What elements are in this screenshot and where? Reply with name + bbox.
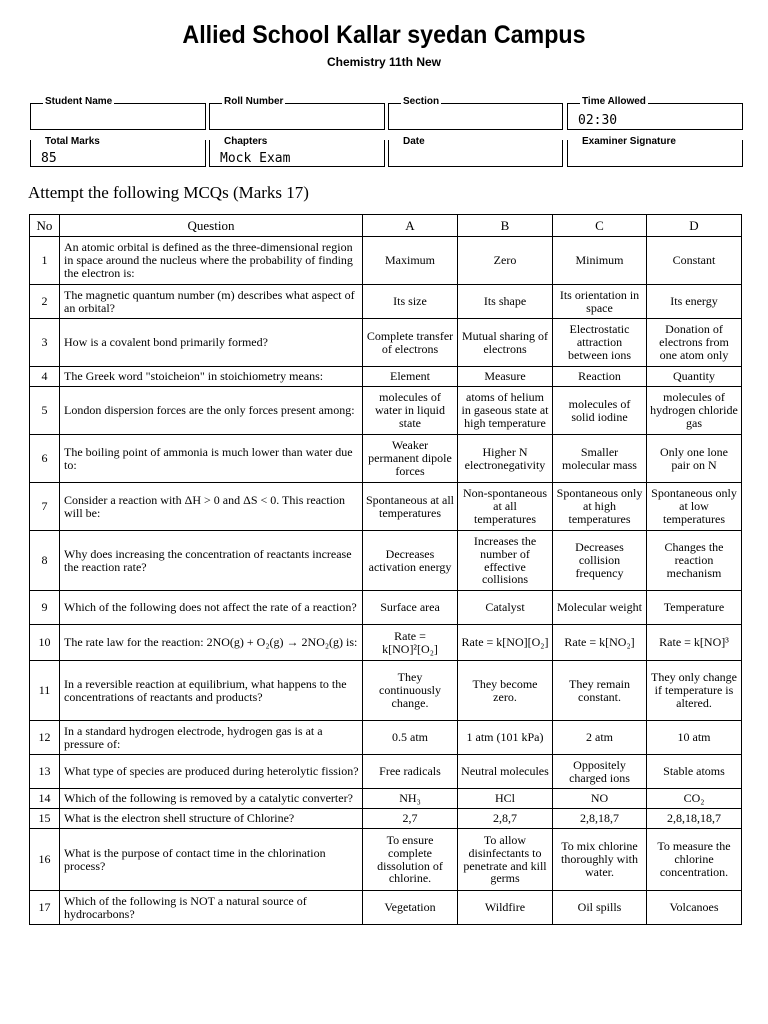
option-a: Free radicals bbox=[363, 755, 458, 789]
table-row bbox=[30, 387, 742, 435]
option-b: Mutual sharing of electrons bbox=[458, 319, 553, 367]
option-b: To allow disinfectants to penetrate and kill germs bbox=[458, 829, 553, 891]
total-marks-field[interactable] bbox=[30, 136, 206, 167]
option-c: 2,8,18,7 bbox=[553, 809, 647, 829]
option-c: NO bbox=[553, 789, 647, 809]
question-text: What type of species are produced during heterolytic fission? bbox=[60, 755, 363, 789]
table-row bbox=[30, 531, 742, 591]
option-c: 2 atm bbox=[553, 721, 647, 755]
option-d: Spontaneous only at low temperatures bbox=[647, 483, 742, 531]
option-b: atoms of helium in gaseous state at high temperature bbox=[458, 387, 553, 435]
table-row bbox=[30, 891, 742, 925]
time-allowed-label: Time Allowed bbox=[582, 96, 646, 107]
option-c: Rate = k[NO₂] bbox=[553, 625, 647, 661]
option-c: Spontaneous only at high temperatures bbox=[553, 483, 647, 531]
question-number: 8 bbox=[30, 531, 60, 591]
option-c: To mix chlorine thoroughly with water. bbox=[553, 829, 647, 891]
option-a: Decreases activation energy bbox=[363, 531, 458, 591]
option-d: To measure the chlorine concentration. bbox=[647, 829, 742, 891]
header-option-a: A bbox=[363, 215, 458, 237]
option-a: Element bbox=[363, 367, 458, 387]
question-text: What is the purpose of contact time in the chlorination process? bbox=[60, 829, 363, 891]
question-text: Why does increasing the concentration of reactants increase the reaction rate? bbox=[60, 531, 363, 591]
question-text: Consider a reaction with ΔH > 0 and ΔS < 0. This reaction will be: bbox=[60, 483, 363, 531]
table-row bbox=[30, 789, 742, 809]
option-a: Weaker permanent dipole forces bbox=[363, 435, 458, 483]
header-question: Question bbox=[60, 215, 363, 237]
question-number: 13 bbox=[30, 755, 60, 789]
table-row bbox=[30, 721, 742, 755]
option-b: 2,8,7 bbox=[458, 809, 553, 829]
option-a: To ensure complete dissolution of chlorine. bbox=[363, 829, 458, 891]
option-a: 2,7 bbox=[363, 809, 458, 829]
table-header-row bbox=[30, 215, 742, 237]
total-marks-value: 85 bbox=[41, 151, 57, 166]
table-row bbox=[30, 829, 742, 891]
student-name-field[interactable] bbox=[30, 96, 206, 130]
header-option-c: C bbox=[553, 215, 647, 237]
option-a: NH₃ bbox=[363, 789, 458, 809]
option-d: Its energy bbox=[647, 285, 742, 319]
table-row bbox=[30, 591, 742, 625]
table-row bbox=[30, 625, 742, 661]
question-number: 3 bbox=[30, 319, 60, 367]
question-number: 16 bbox=[30, 829, 60, 891]
option-d: Constant bbox=[647, 237, 742, 285]
table-row bbox=[30, 661, 742, 721]
question-text: An atomic orbital is defined as the three-dimensional region in space around the nucleus where the probability of finding the electron is: bbox=[60, 237, 363, 285]
option-d: Donation of electrons from one atom only bbox=[647, 319, 742, 367]
option-c: molecules of solid iodine bbox=[553, 387, 647, 435]
option-c: They remain constant. bbox=[553, 661, 647, 721]
section-label: Section bbox=[403, 96, 440, 107]
table-row bbox=[30, 237, 742, 285]
question-number: 4 bbox=[30, 367, 60, 387]
option-a: 0.5 atm bbox=[363, 721, 458, 755]
question-text: The rate law for the reaction: 2NO(g) + O₂(g) → 2NO₂(g) is: bbox=[60, 625, 363, 661]
table-row bbox=[30, 809, 742, 829]
question-number: 1 bbox=[30, 237, 60, 285]
option-a: molecules of water in liquid state bbox=[363, 387, 458, 435]
option-a: Spontaneous at all temperatures bbox=[363, 483, 458, 531]
option-c: Electrostatic attraction between ions bbox=[553, 319, 647, 367]
option-d: Rate = k[NO]³ bbox=[647, 625, 742, 661]
option-a: They continuously change. bbox=[363, 661, 458, 721]
option-b: Increases the number of effective collisions bbox=[458, 531, 553, 591]
question-number: 2 bbox=[30, 285, 60, 319]
question-text: In a reversible reaction at equilibrium, what happens to the concentrations of reactants and products? bbox=[60, 661, 363, 721]
option-a: Rate = k[NO]²[O₂] bbox=[363, 625, 458, 661]
time-allowed-value: 02:30 bbox=[578, 113, 618, 128]
option-c: Decreases collision frequency bbox=[553, 531, 647, 591]
question-number: 10 bbox=[30, 625, 60, 661]
option-d: Temperature bbox=[647, 591, 742, 625]
table-row bbox=[30, 319, 742, 367]
question-text: Which of the following is NOT a natural source of hydrocarbons? bbox=[60, 891, 363, 925]
option-b: Measure bbox=[458, 367, 553, 387]
option-c: Minimum bbox=[553, 237, 647, 285]
roll-number-label: Roll Number bbox=[224, 96, 284, 107]
option-b: Its shape bbox=[458, 285, 553, 319]
table-row bbox=[30, 435, 742, 483]
question-number: 5 bbox=[30, 387, 60, 435]
instructions-heading: Attempt the following MCQs (Marks 17) bbox=[28, 183, 309, 202]
date-label: Date bbox=[403, 136, 425, 147]
option-a: Surface area bbox=[363, 591, 458, 625]
header-option-d: D bbox=[647, 215, 742, 237]
option-c: Oppositely charged ions bbox=[553, 755, 647, 789]
question-text: London dispersion forces are the only forces present among: bbox=[60, 387, 363, 435]
option-c: Smaller molecular mass bbox=[553, 435, 647, 483]
question-number: 6 bbox=[30, 435, 60, 483]
subject-subtitle: Chemistry 11th New bbox=[326, 55, 442, 69]
option-d: 10 atm bbox=[647, 721, 742, 755]
option-d: molecules of hydrogen chloride gas bbox=[647, 387, 742, 435]
header-no: No bbox=[30, 215, 60, 237]
option-d: Only one lone pair on N bbox=[647, 435, 742, 483]
examiner-signature-label: Examiner Signature bbox=[582, 136, 676, 147]
header-option-b: B bbox=[458, 215, 553, 237]
question-number: 7 bbox=[30, 483, 60, 531]
mcq-table bbox=[29, 214, 742, 925]
section-field[interactable] bbox=[388, 96, 563, 130]
question-number: 11 bbox=[30, 661, 60, 721]
question-text: The Greek word "stoicheion" in stoichiometry means: bbox=[60, 367, 363, 387]
option-b: Non-spontaneous at all temperatures bbox=[458, 483, 553, 531]
table-row bbox=[30, 367, 742, 387]
option-b: Neutral molecules bbox=[458, 755, 553, 789]
option-d: Quantity bbox=[647, 367, 742, 387]
option-d: They only change if temperature is altered. bbox=[647, 661, 742, 721]
chapters-value: Mock Exam bbox=[220, 151, 291, 166]
option-b: Zero bbox=[458, 237, 553, 285]
option-a: Vegetation bbox=[363, 891, 458, 925]
question-number: 14 bbox=[30, 789, 60, 809]
chapters-field[interactable] bbox=[209, 136, 385, 167]
question-number: 12 bbox=[30, 721, 60, 755]
option-a: Complete transfer of electrons bbox=[363, 319, 458, 367]
date-field[interactable] bbox=[388, 136, 563, 167]
table-row bbox=[30, 285, 742, 319]
option-b: Wildfire bbox=[458, 891, 553, 925]
question-text: In a standard hydrogen electrode, hydrogen gas is at a pressure of: bbox=[60, 721, 363, 755]
option-b: They become zero. bbox=[458, 661, 553, 721]
chapters-label: Chapters bbox=[224, 136, 268, 147]
question-number: 9 bbox=[30, 591, 60, 625]
option-b: Higher N electronegativity bbox=[458, 435, 553, 483]
option-d: Volcanoes bbox=[647, 891, 742, 925]
question-text: Which of the following does not affect the rate of a reaction? bbox=[60, 591, 363, 625]
option-b: 1 atm (101 kPa) bbox=[458, 721, 553, 755]
option-b: HCl bbox=[458, 789, 553, 809]
option-a: Maximum bbox=[363, 237, 458, 285]
option-d: Stable atoms bbox=[647, 755, 742, 789]
question-text: Which of the following is removed by a catalytic converter? bbox=[60, 789, 363, 809]
question-text: The boiling point of ammonia is much lower than water due to: bbox=[60, 435, 363, 483]
option-c: Molecular weight bbox=[553, 591, 647, 625]
school-title: Allied School Kallar syedan Campus bbox=[182, 21, 586, 49]
option-a: Its size bbox=[363, 285, 458, 319]
total-marks-label: Total Marks bbox=[45, 136, 100, 147]
question-number: 17 bbox=[30, 891, 60, 925]
option-d: 2,8,18,18,7 bbox=[647, 809, 742, 829]
option-c: Its orientation in space bbox=[553, 285, 647, 319]
option-b: Rate = k[NO][O₂] bbox=[458, 625, 553, 661]
time-allowed-field[interactable] bbox=[567, 96, 743, 130]
option-b: Catalyst bbox=[458, 591, 553, 625]
examiner-signature-field[interactable] bbox=[567, 136, 743, 167]
question-text: How is a covalent bond primarily formed? bbox=[60, 319, 363, 367]
table-row bbox=[30, 483, 742, 531]
option-c: Reaction bbox=[553, 367, 647, 387]
table-row bbox=[30, 755, 742, 789]
option-c: Oil spills bbox=[553, 891, 647, 925]
roll-number-field[interactable] bbox=[209, 96, 385, 130]
option-d: Changes the reaction mechanism bbox=[647, 531, 742, 591]
question-text: The magnetic quantum number (m) describes what aspect of an orbital? bbox=[60, 285, 363, 319]
question-text: What is the electron shell structure of Chlorine? bbox=[60, 809, 363, 829]
student-name-label: Student Name bbox=[45, 96, 113, 107]
question-number: 15 bbox=[30, 809, 60, 829]
option-d: CO₂ bbox=[647, 789, 742, 809]
